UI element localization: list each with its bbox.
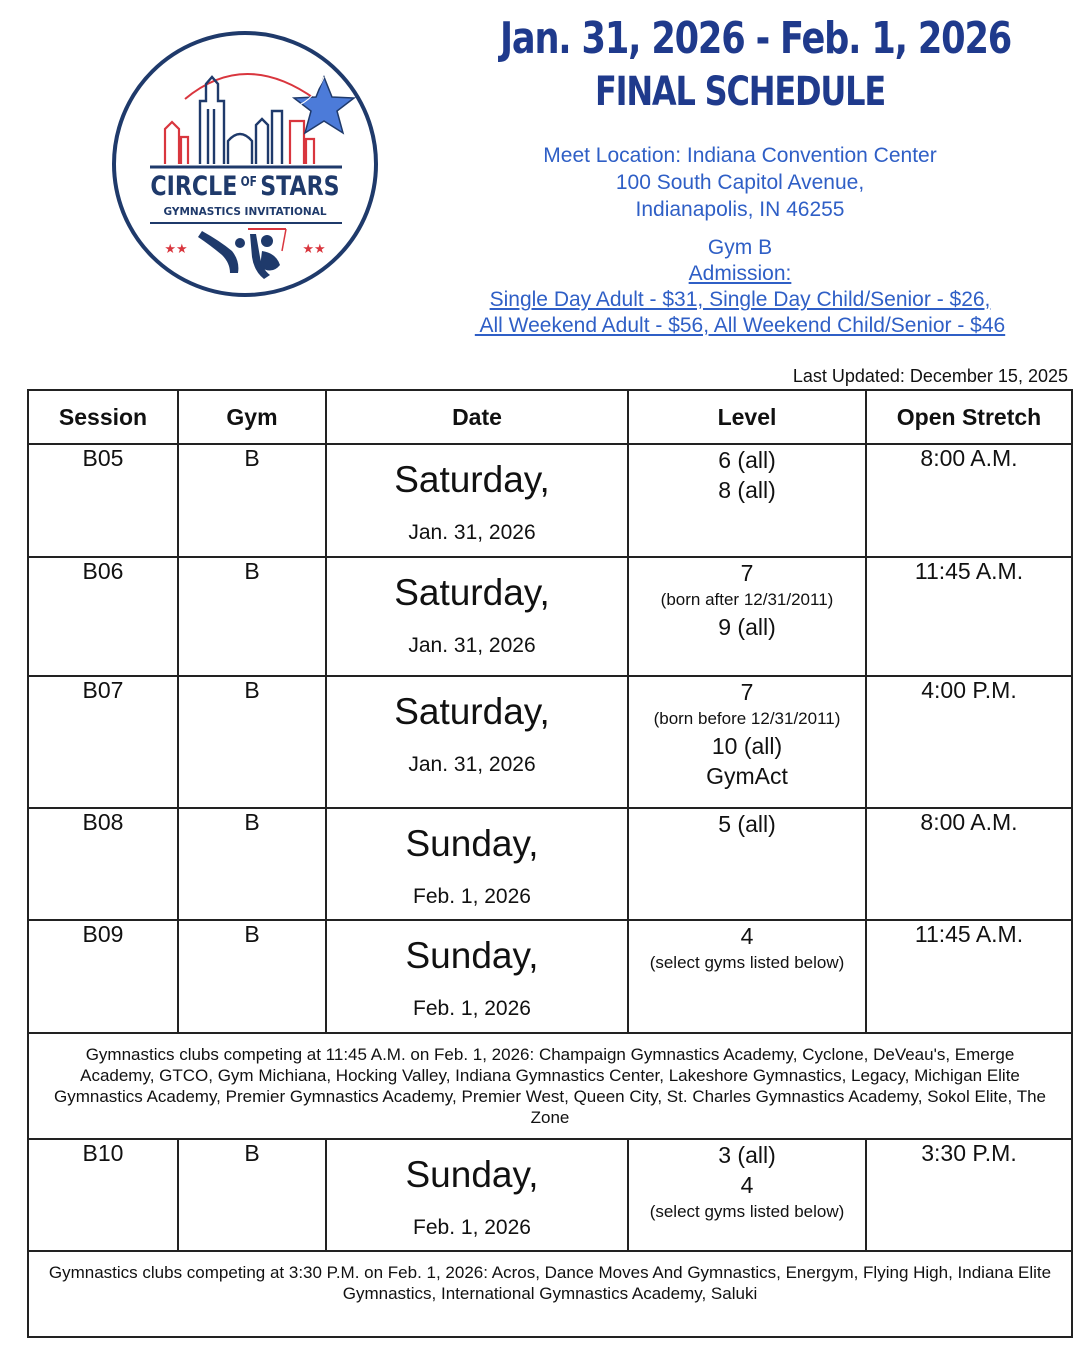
level-value: 4 bbox=[740, 923, 754, 949]
date-cell bbox=[326, 557, 628, 676]
open-stretch-cell: 11:45 A.M. bbox=[866, 920, 1072, 1033]
table-row bbox=[28, 676, 1072, 808]
meet-location bbox=[440, 142, 1040, 223]
table-row bbox=[28, 1139, 1072, 1251]
header-level: Level bbox=[628, 390, 866, 444]
header-session: Session bbox=[28, 390, 178, 444]
level-cell bbox=[628, 808, 866, 920]
level-cell bbox=[628, 444, 866, 557]
gym-cell: B bbox=[178, 808, 326, 920]
session-cell: B08 bbox=[28, 808, 178, 920]
open-stretch-cell: 11:45 A.M. bbox=[866, 557, 1072, 676]
day-name: Saturday, bbox=[394, 459, 550, 500]
clubs-note-row bbox=[28, 1251, 1072, 1337]
svg-text:CIRCLEOFSTARS: CIRCLE $^{OF}$ STARS bbox=[150, 169, 340, 202]
level-value: 7 bbox=[740, 560, 754, 586]
table-row bbox=[28, 444, 1072, 557]
date-text: Feb. 1, 2026 bbox=[413, 885, 531, 908]
final-schedule-title: FINAL SCHEDULE bbox=[594, 69, 885, 115]
day-name: Sunday, bbox=[405, 1154, 539, 1195]
session-cell: B07 bbox=[28, 676, 178, 808]
level-value: 9 (all) bbox=[718, 614, 776, 640]
level-note: (select gyms listed below) bbox=[649, 953, 845, 972]
level-value: 7 bbox=[740, 679, 754, 705]
level-value: GymAct bbox=[706, 763, 788, 789]
gym-cell: B bbox=[178, 557, 326, 676]
level-value: 5 (all) bbox=[718, 811, 776, 837]
date-cell bbox=[326, 444, 628, 557]
circle-of-stars-logo bbox=[110, 29, 380, 299]
schedule-table bbox=[27, 389, 1073, 1338]
table-row bbox=[28, 808, 1072, 920]
clubs-note: Gymnastics clubs competing at 3:30 P.M. on Feb. 1, 2026: Acros, Dance Moves And Gymnastics, Energym, Flying High, Indiana Elite Gymnastics, International Gymnastics Academy, Saluki bbox=[28, 1251, 1072, 1337]
date-cell bbox=[326, 1139, 628, 1251]
day-name: Saturday, bbox=[394, 572, 550, 613]
day-name: Sunday, bbox=[405, 823, 539, 864]
svg-text:★★: ★★ bbox=[164, 242, 188, 257]
table-header-row bbox=[28, 390, 1072, 444]
open-stretch-cell: 3:30 P.M. bbox=[866, 1139, 1072, 1251]
location-line: 100 South Capitol Avenue, bbox=[615, 171, 865, 194]
admission-prices-link[interactable]: Single Day Adult - $31, Single Day Child/Senior - $26, bbox=[489, 288, 991, 311]
header-date: Date bbox=[326, 390, 628, 444]
level-value: 3 (all) bbox=[718, 1142, 776, 1168]
event-header bbox=[440, 10, 1040, 339]
date-text: Feb. 1, 2026 bbox=[413, 1216, 531, 1239]
level-note: (select gyms listed below) bbox=[649, 1202, 845, 1221]
level-cell bbox=[628, 1139, 866, 1251]
date-text: Jan. 31, 2026 bbox=[408, 521, 536, 544]
event-dates-title: Jan. 31, 2026 - Feb. 1, 2026 bbox=[500, 13, 1012, 64]
session-cell: B05 bbox=[28, 444, 178, 557]
day-name: Saturday, bbox=[394, 691, 550, 732]
date-cell bbox=[326, 920, 628, 1033]
clubs-note-row bbox=[28, 1033, 1072, 1139]
session-cell: B09 bbox=[28, 920, 178, 1033]
gym-cell: B bbox=[178, 1139, 326, 1251]
level-value: 4 bbox=[740, 1172, 754, 1198]
level-value: 10 (all) bbox=[711, 733, 783, 759]
level-cell bbox=[628, 920, 866, 1033]
location-line: Meet Location: Indiana Convention Center bbox=[543, 144, 937, 167]
admission-link[interactable]: Admission: bbox=[688, 262, 792, 285]
header-gym: Gym bbox=[178, 390, 326, 444]
level-cell bbox=[628, 676, 866, 808]
location-line: Indianapolis, IN 46255 bbox=[635, 198, 845, 221]
date-text: Jan. 31, 2026 bbox=[408, 634, 536, 657]
table-row bbox=[28, 920, 1072, 1033]
date-cell bbox=[326, 808, 628, 920]
day-name: Sunday, bbox=[405, 935, 539, 976]
svg-text:GYMNASTICS INVITATIONAL: GYMNASTICS INVITATIONAL bbox=[163, 206, 327, 218]
level-note: (born after 12/31/2011) bbox=[660, 590, 834, 609]
table-row bbox=[28, 557, 1072, 676]
date-text: Jan. 31, 2026 bbox=[408, 753, 536, 776]
gym-cell: B bbox=[178, 920, 326, 1033]
admission-prices-link[interactable]: All Weekend Adult - $56, All Weekend Child/Senior - $46 bbox=[474, 314, 1006, 337]
session-cell: B06 bbox=[28, 557, 178, 676]
date-text: Feb. 1, 2026 bbox=[413, 997, 531, 1020]
header-open-stretch: Open Stretch bbox=[866, 390, 1072, 444]
open-stretch-cell: 8:00 A.M. bbox=[866, 444, 1072, 557]
svg-text:★★: ★★ bbox=[302, 242, 326, 257]
level-value: 6 (all) bbox=[718, 447, 776, 473]
level-cell bbox=[628, 557, 866, 676]
session-cell: B10 bbox=[28, 1139, 178, 1251]
level-note: (born before 12/31/2011) bbox=[653, 709, 841, 728]
clubs-note: Gymnastics clubs competing at 11:45 A.M. on Feb. 1, 2026: Champaign Gymnastics Academy, Cyclone, DeVeau's, Emerge Academy, GTCO, Gym Michiana, Hocking Valley, Indiana Gymnastics Center, Lakeshore Gymnastics, Legacy, Michigan Elite Gymnastics Academy, Premier Gymnastics Academy, Premier West, Queen City, St. Charles Gymnastics Academy, Sokol Elite, The Zone bbox=[28, 1033, 1072, 1139]
last-updated: Last Updated: December 15, 2025 bbox=[792, 366, 1068, 386]
gym-cell: B bbox=[178, 444, 326, 557]
gym-label: Gym B bbox=[707, 236, 773, 259]
date-cell bbox=[326, 676, 628, 808]
level-value: 8 (all) bbox=[718, 477, 776, 503]
gym-cell: B bbox=[178, 676, 326, 808]
open-stretch-cell: 8:00 A.M. bbox=[866, 808, 1072, 920]
open-stretch-cell: 4:00 P.M. bbox=[866, 676, 1072, 808]
